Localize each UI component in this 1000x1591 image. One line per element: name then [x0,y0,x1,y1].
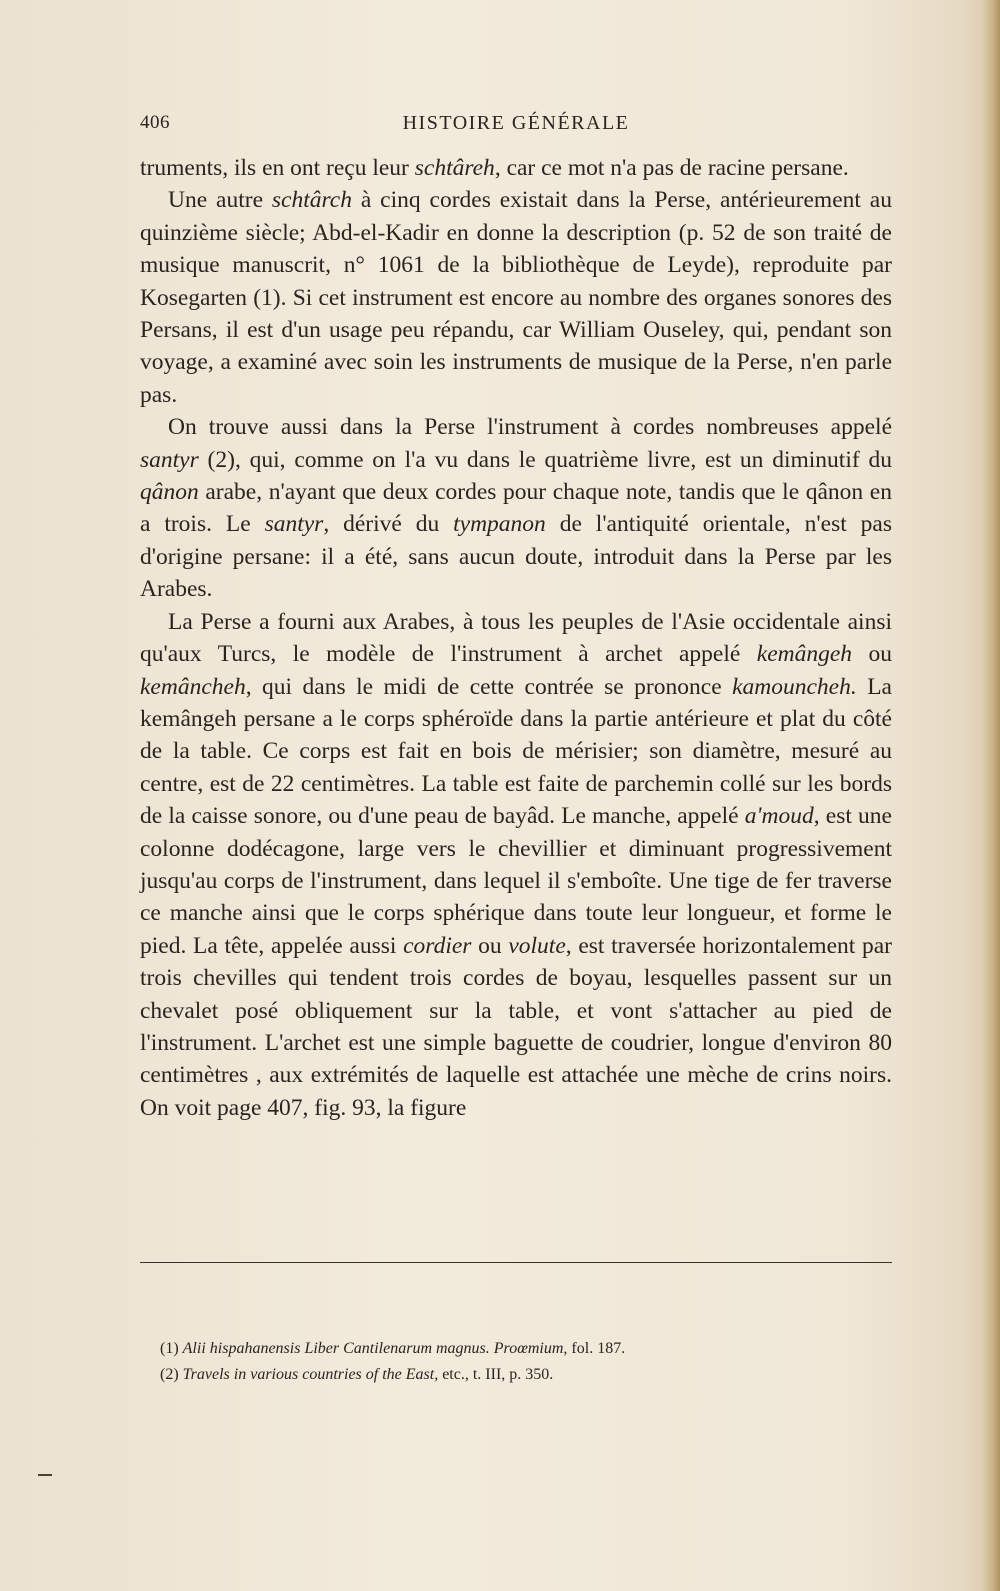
text-run: , est traversée horizontalement par trois chevilles qui tendent trois cordes de boyau, lesquelles passent sur un chevalet posé obliquement sur la table, et vont s'attacher au pied de l'instrument. L'archet est une simple baguette de coudrier, longue d'environ 80 centimètres , aux extrémités de laquelle est attachée une mèche de crins noirs. On voit page 407, fig. 93, la figure [140,932,892,1121]
footnote-reference: fol. 187. [567,1340,626,1357]
italic-term: santyr [264,511,324,538]
text-run: (2), qui, comme on l'a vu dans le quatrième livre, est un diminutif du [198,446,892,473]
footnote-title: Alii hispahanensis Liber Cantilenarum magnus. Proœmium, [182,1340,568,1357]
paragraph-4 [140,606,892,1125]
text-run: On trouve aussi dans la Perse l'instrument à cordes nombreuses appelé [168,414,892,441]
text-run: La kemângeh persane a le corps sphéroïde dans la partie antérieure et plat du côté de la table. Ce corps est fait en bois de mérisier; son diamètre, mesuré au centre, est de 22 centimètres. La table est faite de parchemin collé sur les bords de la caisse sonore, ou d'une peau de bayâd. Le manche, appelé [140,673,892,830]
text-run: , car ce mot n'a pas de racine persane. [494,155,849,181]
text-run: à cinq cordes existait dans la Perse, antérieurement au quinzième siècle; Abd-el-Kadir en donne la description (p. 52 de son traité de musique manuscrit, n° 1061 de la bibliothèque de Leyde), reproduite par Kosegarten (1). Si cet instrument est encore au nombre des organes sonores des Persans, il est d'un usage peu répandu, car William Ouseley, qui, pendant son voyage, a examiné avec soin les instruments de musique de la Perse, n'en parle pas. [140,187,892,408]
footnote-rule [140,1262,892,1263]
footnote-number: (2) [160,1366,183,1383]
running-title: HISTOIRE GÉNÉRALE [402,112,630,134]
paragraph-2 [140,184,892,411]
text-run: de l'antiquité orientale, n'est pas d'origine persane: il a été, sans aucun doute, introduit dans la Perse par les Arabes. [140,511,892,603]
italic-term: qânon [140,479,199,506]
footnote-1 [160,1336,860,1362]
text-run: ou [852,641,893,668]
text-run: ou [471,932,509,959]
page-header [140,112,892,142]
italic-term: volute [508,932,566,959]
paragraph-1 [140,152,892,184]
main-text [140,152,892,1124]
page-edge-shadow [982,0,1000,1591]
italic-term: santyr [140,446,199,473]
footnote-2 [160,1362,860,1388]
text-run: , qui dans le midi de cette contrée se prononce [245,673,733,700]
page-number: 406 [140,112,170,133]
italic-term: kemângeh [756,641,853,668]
italic-term: tympanon [453,511,546,538]
text-run: truments, ils en ont reçu leur [140,155,415,181]
italic-term: kemâncheh [140,673,246,700]
italic-term: schtârch [271,187,352,214]
footnote-title: Travels in various countries of the East, [182,1366,439,1383]
footnotes [160,1336,860,1388]
text-run: arabe, n'ayant que deux cordes pour chaque note, tandis que le qânon en a trois. Le [140,479,892,538]
paragraph-3 [140,411,892,605]
text-run: , est une colonne dodécagone, large vers le chevillier et diminuant progressivement jusqu'au corps de l'instrument, dans lequel il s'emboîte. Une tige de fer traverse ce manche ainsi que le corps sphérique dans toute leur longueur, et forme le pied. La tête, appelée aussi [140,803,892,959]
text-run: , dérivé du [323,511,454,538]
text-run: Une autre [168,187,272,214]
text-run: La Perse a fourni aux Arabes, à tous les peuples de l'Asie occidentale ainsi qu'aux Turcs, le modèle de l'instrument à archet appelé [140,608,892,668]
stray-ink-mark [38,1474,52,1476]
footnote-number: (1) [160,1340,183,1357]
italic-term: kamouncheh. [732,673,857,700]
italic-term: schtâreh [414,155,495,181]
italic-term: cordier [403,932,472,959]
footnote-reference: etc., t. III, p. 350. [438,1366,554,1383]
italic-term: a'moud [744,803,814,830]
